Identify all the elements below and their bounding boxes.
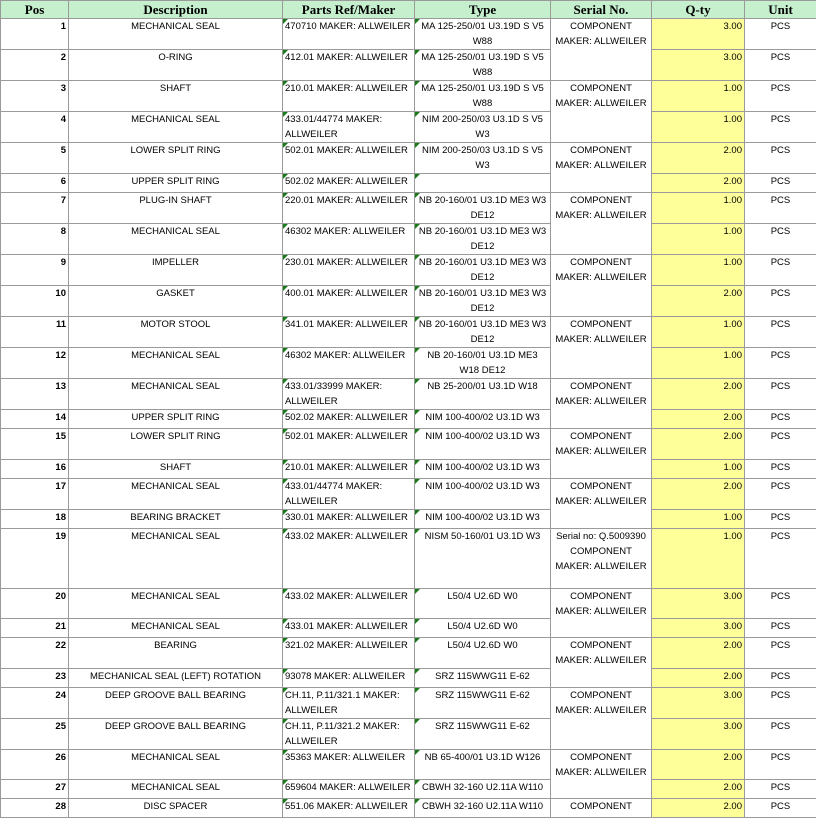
cell-parts-ref[interactable]: 46302 MAKER: ALLWEILER [283, 348, 415, 379]
cell-parts-ref[interactable]: 433.02 MAKER: ALLWEILER [283, 528, 415, 588]
cell-type[interactable]: CBWH 32-160 U2.11A W110 [415, 780, 551, 799]
cell-qty[interactable]: 1.00 [652, 348, 745, 379]
table-row [1, 112, 816, 143]
cell-unit[interactable]: PCS [745, 348, 816, 379]
cell-pos[interactable]: 4 [1, 112, 69, 143]
cell-qty[interactable]: 1.00 [652, 255, 745, 286]
cell-qty[interactable]: 1.00 [652, 193, 745, 224]
table-row [1, 286, 816, 317]
cell-pos[interactable]: 16 [1, 459, 69, 478]
cell-parts-ref[interactable]: 35363 MAKER: ALLWEILER [283, 749, 415, 780]
header-serial[interactable]: Serial No. [551, 1, 652, 19]
cell-pos[interactable]: 28 [1, 799, 69, 818]
cell-qty[interactable]: 1.00 [652, 509, 745, 528]
cell-pos[interactable]: 20 [1, 588, 69, 619]
cell-parts-ref[interactable]: 502.02 MAKER: ALLWEILER [283, 410, 415, 429]
cell-serial[interactable] [551, 50, 652, 81]
cell-unit[interactable]: PCS [745, 799, 816, 818]
cell-qty[interactable]: 2.00 [652, 780, 745, 799]
cell-parts-ref[interactable]: CH.11, P.11/321.2 MAKER: ALLWEILER [283, 718, 415, 749]
table-row [1, 749, 816, 780]
cell-unit[interactable]: PCS [745, 81, 816, 112]
cell-type[interactable]: CBWH 32-160 U2.11A W110 [415, 799, 551, 818]
cell-description[interactable]: MECHANICAL SEAL [69, 379, 283, 410]
cell-parts-ref[interactable]: 210.01 MAKER: ALLWEILER [283, 81, 415, 112]
cell-qty[interactable]: 2.00 [652, 668, 745, 687]
table-body [1, 19, 816, 818]
cell-type[interactable]: L50/4 U2.6D W0 [415, 588, 551, 619]
cell-qty[interactable]: 3.00 [652, 718, 745, 749]
cell-unit[interactable]: PCS [745, 379, 816, 410]
cell-pos[interactable]: 12 [1, 348, 69, 379]
cell-description[interactable]: BEARING [69, 638, 283, 669]
table-row [1, 668, 816, 687]
cell-description[interactable]: IMPELLER [69, 255, 283, 286]
cell-parts-ref[interactable]: 502.01 MAKER: ALLWEILER [283, 143, 415, 174]
cell-type[interactable]: L50/4 U2.6D W0 [415, 638, 551, 669]
table-row [1, 224, 816, 255]
table-row [1, 429, 816, 460]
cell-type[interactable] [415, 174, 551, 193]
cell-qty[interactable]: 1.00 [652, 528, 745, 588]
cell-parts-ref[interactable]: 433.01 MAKER: ALLWEILER [283, 619, 415, 638]
cell-type[interactable]: MA 125-250/01 U3.19D S V5 W88 [415, 50, 551, 81]
cell-type[interactable]: NB 20-160/01 U3.1D ME3 W3 DE12 [415, 255, 551, 286]
cell-qty[interactable]: 2.00 [652, 286, 745, 317]
cell-type[interactable]: NB 20-160/01 U3.1D ME3 W3 DE12 [415, 317, 551, 348]
header-unit[interactable]: Unit [745, 1, 816, 19]
cell-type[interactable]: NIM 100-400/02 U3.1D W3 [415, 509, 551, 528]
cell-qty[interactable]: 1.00 [652, 224, 745, 255]
cell-qty[interactable]: 2.00 [652, 478, 745, 509]
cell-unit[interactable]: PCS [745, 224, 816, 255]
cell-description[interactable]: MECHANICAL SEAL [69, 224, 283, 255]
cell-description[interactable]: LOWER SPLIT RING [69, 429, 283, 460]
cell-unit[interactable]: PCS [745, 668, 816, 687]
cell-description[interactable]: SHAFT [69, 459, 283, 478]
cell-pos[interactable]: 17 [1, 478, 69, 509]
table-row [1, 317, 816, 348]
cell-description[interactable]: PLUG-IN SHAFT [69, 193, 283, 224]
cell-qty[interactable]: 2.00 [652, 638, 745, 669]
cell-unit[interactable]: PCS [745, 619, 816, 638]
cell-description[interactable]: MECHANICAL SEAL [69, 588, 283, 619]
cell-parts-ref[interactable]: 412.01 MAKER: ALLWEILER [283, 50, 415, 81]
cell-pos[interactable]: 14 [1, 410, 69, 429]
cell-parts-ref[interactable]: 230.01 MAKER: ALLWEILER [283, 255, 415, 286]
cell-type[interactable]: NIM 100-400/02 U3.1D W3 [415, 410, 551, 429]
cell-unit[interactable]: PCS [745, 50, 816, 81]
cell-description[interactable]: MECHANICAL SEAL (LEFT) ROTATION [69, 668, 283, 687]
cell-description[interactable]: BEARING BRACKET [69, 509, 283, 528]
cell-type[interactable]: NIM 200-250/03 U3.1D S V5 W3 [415, 112, 551, 143]
cell-unit[interactable]: PCS [745, 687, 816, 718]
cell-parts-ref[interactable]: 330.01 MAKER: ALLWEILER [283, 509, 415, 528]
cell-pos[interactable]: 25 [1, 718, 69, 749]
cell-pos[interactable]: 13 [1, 379, 69, 410]
cell-description[interactable]: MOTOR STOOL [69, 317, 283, 348]
cell-unit[interactable]: PCS [745, 749, 816, 780]
cell-unit[interactable]: PCS [745, 410, 816, 429]
table-row [1, 780, 816, 799]
cell-pos[interactable]: 27 [1, 780, 69, 799]
cell-serial[interactable] [551, 348, 652, 379]
cell-type[interactable]: NIM 100-400/02 U3.1D W3 [415, 459, 551, 478]
cell-qty[interactable]: 3.00 [652, 50, 745, 81]
cell-unit[interactable]: PCS [745, 286, 816, 317]
cell-serial[interactable] [551, 619, 652, 638]
cell-type[interactable]: NB 20-160/01 U3.1D ME3 W3 DE12 [415, 224, 551, 255]
table-row [1, 638, 816, 669]
cell-description[interactable]: LOWER SPLIT RING [69, 143, 283, 174]
cell-description[interactable]: UPPER SPLIT RING [69, 410, 283, 429]
cell-serial[interactable]: COMPONENT MAKER: ALLWEILER [551, 687, 652, 718]
cell-pos[interactable]: 11 [1, 317, 69, 348]
table-row [1, 528, 816, 588]
cell-parts-ref[interactable]: 659604 MAKER: ALLWEILER [283, 780, 415, 799]
cell-type[interactable]: NIM 100-400/02 U3.1D W3 [415, 478, 551, 509]
header-qty[interactable]: Q-ty [652, 1, 745, 19]
cell-qty[interactable]: 2.00 [652, 799, 745, 818]
cell-parts-ref[interactable]: 220.01 MAKER: ALLWEILER [283, 193, 415, 224]
table-row [1, 410, 816, 429]
cell-type[interactable]: NB 20-160/01 U3.1D ME3 W3 DE12 [415, 286, 551, 317]
cell-serial[interactable]: COMPONENT MAKER: ALLWEILER [551, 255, 652, 286]
table-row [1, 19, 816, 50]
cell-serial[interactable]: COMPONENT MAKER: ALLWEILER [551, 478, 652, 509]
table-row [1, 379, 816, 410]
cell-serial[interactable] [551, 174, 652, 193]
cell-qty[interactable]: 1.00 [652, 459, 745, 478]
cell-description[interactable]: MECHANICAL SEAL [69, 780, 283, 799]
cell-pos[interactable]: 24 [1, 687, 69, 718]
cell-serial[interactable] [551, 112, 652, 143]
cell-parts-ref[interactable]: 341.01 MAKER: ALLWEILER [283, 317, 415, 348]
cell-parts-ref[interactable]: 502.02 MAKER: ALLWEILER [283, 174, 415, 193]
cell-pos[interactable]: 26 [1, 749, 69, 780]
header-parts-ref[interactable]: Parts Ref/Maker [283, 1, 415, 19]
table-row [1, 255, 816, 286]
table-row [1, 588, 816, 619]
cell-pos[interactable]: 7 [1, 193, 69, 224]
cell-parts-ref[interactable]: 433.01/44774 MAKER: ALLWEILER [283, 112, 415, 143]
cell-type[interactable]: MA 125-250/01 U3.19D S V5 W88 [415, 81, 551, 112]
cell-description[interactable]: MECHANICAL SEAL [69, 348, 283, 379]
cell-unit[interactable]: PCS [745, 459, 816, 478]
cell-pos[interactable]: 15 [1, 429, 69, 460]
cell-pos[interactable]: 21 [1, 619, 69, 638]
cell-unit[interactable]: PCS [745, 509, 816, 528]
cell-serial[interactable] [551, 459, 652, 478]
cell-qty[interactable]: 2.00 [652, 410, 745, 429]
cell-serial[interactable]: COMPONENT MAKER: ALLWEILER [551, 588, 652, 619]
cell-type[interactable]: MA 125-250/01 U3.19D S V5 W88 [415, 19, 551, 50]
cell-pos[interactable]: 23 [1, 668, 69, 687]
cell-qty[interactable]: 3.00 [652, 619, 745, 638]
cell-description[interactable]: O-RING [69, 50, 283, 81]
header-type[interactable]: Type [415, 1, 551, 19]
cell-pos[interactable]: 18 [1, 509, 69, 528]
cell-qty[interactable]: 3.00 [652, 687, 745, 718]
cell-serial[interactable]: COMPONENT MAKER: ALLWEILER [551, 317, 652, 348]
cell-type[interactable]: NB 65-400/01 U3.1D W126 [415, 749, 551, 780]
cell-serial[interactable]: COMPONENT MAKER: ALLWEILER [551, 19, 652, 50]
cell-description[interactable]: MECHANICAL SEAL [69, 478, 283, 509]
cell-qty[interactable]: 2.00 [652, 749, 745, 780]
cell-type[interactable]: NB 20-160/01 U3.1D ME3 W3 DE12 [415, 193, 551, 224]
cell-unit[interactable]: PCS [745, 112, 816, 143]
table-row [1, 478, 816, 509]
cell-qty[interactable]: 1.00 [652, 112, 745, 143]
cell-unit[interactable]: PCS [745, 588, 816, 619]
table-row [1, 509, 816, 528]
cell-parts-ref[interactable]: 433.02 MAKER: ALLWEILER [283, 588, 415, 619]
cell-serial[interactable] [551, 668, 652, 687]
cell-qty[interactable]: 1.00 [652, 81, 745, 112]
cell-qty[interactable]: 2.00 [652, 429, 745, 460]
cell-pos[interactable]: 6 [1, 174, 69, 193]
cell-description[interactable]: DEEP GROOVE BALL BEARING [69, 718, 283, 749]
cell-description[interactable]: SHAFT [69, 81, 283, 112]
cell-unit[interactable]: PCS [745, 19, 816, 50]
table-row [1, 174, 816, 193]
cell-parts-ref[interactable]: 321.02 MAKER: ALLWEILER [283, 638, 415, 669]
cell-serial[interactable]: COMPONENT MAKER: ALLWEILER [551, 143, 652, 174]
header-description[interactable]: Description [69, 1, 283, 19]
cell-qty[interactable]: 2.00 [652, 379, 745, 410]
cell-type[interactable]: SRZ 115WWG11 E-62 [415, 718, 551, 749]
cell-unit[interactable]: PCS [745, 780, 816, 799]
cell-unit[interactable]: PCS [745, 429, 816, 460]
cell-pos[interactable]: 5 [1, 143, 69, 174]
header-row [1, 1, 816, 19]
cell-unit[interactable]: PCS [745, 718, 816, 749]
cell-pos[interactable]: 19 [1, 528, 69, 588]
cell-unit[interactable]: PCS [745, 478, 816, 509]
cell-parts-ref[interactable]: 93078 MAKER: ALLWEILER [283, 668, 415, 687]
cell-description[interactable]: DEEP GROOVE BALL BEARING [69, 687, 283, 718]
cell-serial[interactable]: Serial no: Q.5009390 COMPONENT MAKER: ALLWEILER [551, 528, 652, 588]
cell-unit[interactable]: PCS [745, 193, 816, 224]
cell-serial[interactable]: COMPONENT MAKER: ALLWEILER [551, 749, 652, 780]
cell-unit[interactable]: PCS [745, 528, 816, 588]
cell-parts-ref[interactable]: 433.01/33999 MAKER: ALLWEILER [283, 379, 415, 410]
cell-parts-ref[interactable]: 551.06 MAKER: ALLWEILER [283, 799, 415, 818]
table-row [1, 619, 816, 638]
cell-parts-ref[interactable]: 210.01 MAKER: ALLWEILER [283, 459, 415, 478]
table-row [1, 687, 816, 718]
cell-description[interactable]: MECHANICAL SEAL [69, 528, 283, 588]
cell-pos[interactable]: 10 [1, 286, 69, 317]
cell-type[interactable]: NIM 100-400/02 U3.1D W3 [415, 429, 551, 460]
cell-qty[interactable]: 3.00 [652, 588, 745, 619]
cell-unit[interactable]: PCS [745, 143, 816, 174]
cell-description[interactable]: DISC SPACER [69, 799, 283, 818]
table-row [1, 50, 816, 81]
cell-serial[interactable] [551, 410, 652, 429]
cell-unit[interactable]: PCS [745, 174, 816, 193]
header-pos[interactable]: Pos [1, 1, 69, 19]
cell-parts-ref[interactable]: 400.01 MAKER: ALLWEILER [283, 286, 415, 317]
cell-description[interactable]: GASKET [69, 286, 283, 317]
cell-parts-ref[interactable]: 470710 MAKER: ALLWEILER [283, 19, 415, 50]
cell-parts-ref[interactable]: 502.01 MAKER: ALLWEILER [283, 429, 415, 460]
cell-serial[interactable] [551, 286, 652, 317]
cell-type[interactable]: NB 25-200/01 U3.1D W18 [415, 379, 551, 410]
table-row [1, 718, 816, 749]
cell-pos[interactable]: 8 [1, 224, 69, 255]
cell-unit[interactable]: PCS [745, 255, 816, 286]
cell-type[interactable]: SRZ 115WWG11 E-62 [415, 668, 551, 687]
cell-qty[interactable]: 2.00 [652, 174, 745, 193]
cell-type[interactable]: SRZ 115WWG11 E-62 [415, 687, 551, 718]
cell-serial[interactable]: COMPONENT [551, 799, 652, 818]
cell-serial[interactable]: COMPONENT MAKER: ALLWEILER [551, 193, 652, 224]
cell-parts-ref[interactable]: 46302 MAKER: ALLWEILER [283, 224, 415, 255]
cell-description[interactable]: MECHANICAL SEAL [69, 19, 283, 50]
table-row [1, 81, 816, 112]
cell-description[interactable]: MECHANICAL SEAL [69, 112, 283, 143]
cell-unit[interactable]: PCS [745, 638, 816, 669]
cell-pos[interactable]: 22 [1, 638, 69, 669]
table-row [1, 143, 816, 174]
cell-serial[interactable] [551, 224, 652, 255]
cell-serial[interactable] [551, 718, 652, 749]
cell-description[interactable]: MECHANICAL SEAL [69, 619, 283, 638]
table-row [1, 193, 816, 224]
cell-serial[interactable]: COMPONENT MAKER: ALLWEILER [551, 429, 652, 460]
cell-qty[interactable]: 2.00 [652, 143, 745, 174]
cell-qty[interactable]: 3.00 [652, 19, 745, 50]
cell-pos[interactable]: 9 [1, 255, 69, 286]
table-row [1, 348, 816, 379]
cell-pos[interactable]: 3 [1, 81, 69, 112]
cell-serial[interactable]: COMPONENT MAKER: ALLWEILER [551, 638, 652, 669]
cell-pos[interactable]: 1 [1, 19, 69, 50]
cell-type[interactable]: L50/4 U2.6D W0 [415, 619, 551, 638]
cell-pos[interactable]: 2 [1, 50, 69, 81]
cell-type[interactable]: NB 20-160/01 U3.1D ME3 W18 DE12 [415, 348, 551, 379]
cell-qty[interactable]: 1.00 [652, 317, 745, 348]
cell-parts-ref[interactable]: 433.01/44774 MAKER: ALLWEILER [283, 478, 415, 509]
cell-serial[interactable] [551, 780, 652, 799]
table-row [1, 459, 816, 478]
cell-unit[interactable]: PCS [745, 317, 816, 348]
cell-serial[interactable]: COMPONENT MAKER: ALLWEILER [551, 81, 652, 112]
cell-type[interactable]: NISM 50-160/01 U3.1D W3 [415, 528, 551, 588]
cell-description[interactable]: MECHANICAL SEAL [69, 749, 283, 780]
cell-parts-ref[interactable]: CH.11, P.11/321.1 MAKER: ALLWEILER [283, 687, 415, 718]
table-row [1, 799, 816, 818]
cell-description[interactable]: UPPER SPLIT RING [69, 174, 283, 193]
cell-type[interactable]: NIM 200-250/03 U3.1D S V5 W3 [415, 143, 551, 174]
cell-serial[interactable]: COMPONENT MAKER: ALLWEILER [551, 379, 652, 410]
cell-serial[interactable] [551, 509, 652, 528]
